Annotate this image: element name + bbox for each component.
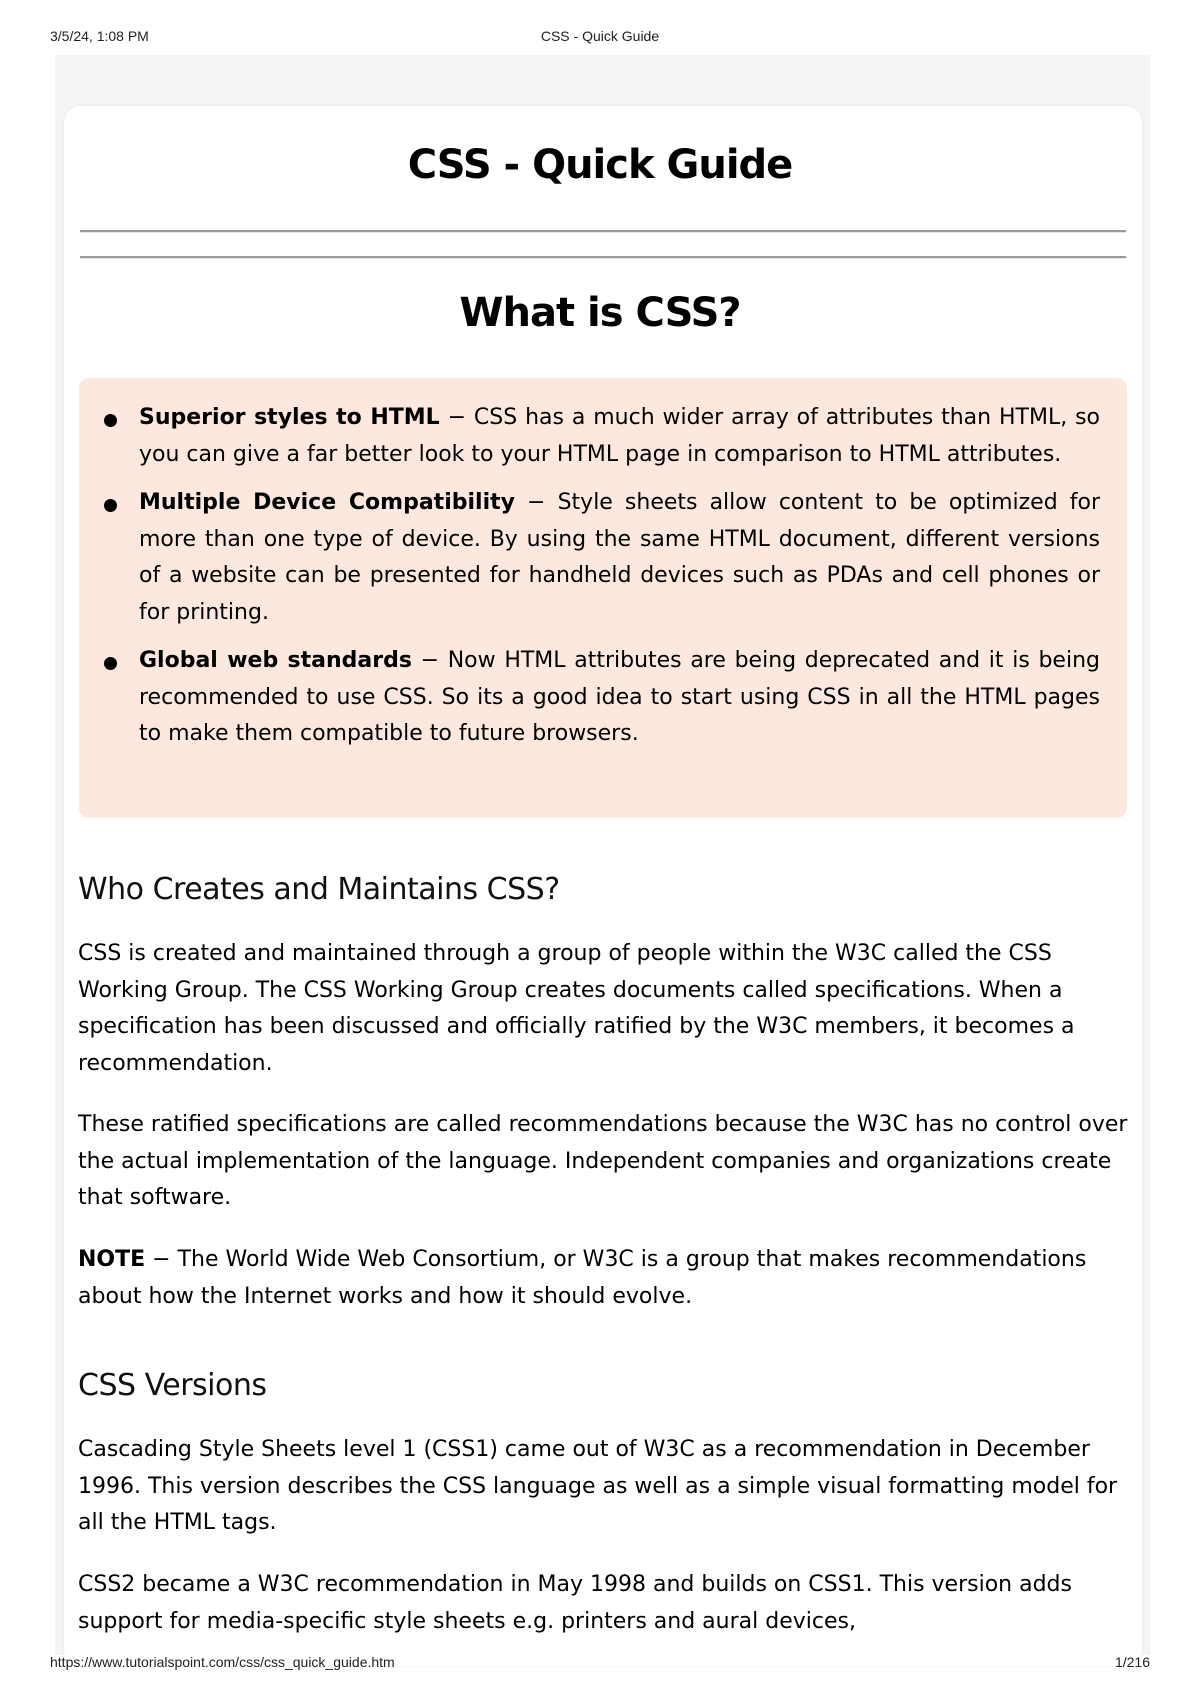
list-item-term: Superior styles to HTML	[139, 405, 440, 430]
list-item	[100, 400, 1100, 473]
versions-heading: CSS Versions	[78, 1368, 267, 1403]
list-item-text: − Style sheets allow content to be optimized for more than one type of device. By using the same HTML document, different versions of a website can be presented for handheld devices such as PDAs and cell phones or for printing.	[139, 490, 1100, 625]
who-heading: Who Creates and Maintains CSS?	[78, 872, 560, 907]
versions-paragraph-1: Cascading Style Sheets level 1 (CSS1) came out of W3C as a recommendation in December 1996. This version describes the CSS language as well as a simple visual formatting model for all the HTML tags.	[78, 1437, 1118, 1535]
versions-paragraph-2: CSS2 became a W3C recommendation in May 1998 and builds on CSS1. This version adds support for media-specific style sheets e.g. printers and aural devices,	[78, 1572, 1072, 1634]
print-header-title: CSS - Quick Guide	[540, 28, 660, 44]
print-footer-url: https://www.tutorialspoint.com/css/css_quick_guide.htm	[50, 1654, 395, 1670]
print-header-datetime: 3/5/24, 1:08 PM	[50, 28, 149, 44]
list-item	[100, 485, 1100, 631]
who-paragraph-2: These ratified specifications are called recommendations because the W3C has no control over the actual implementation of the language. Independent companies and organizations create that software.	[78, 1112, 1128, 1210]
divider-top	[80, 230, 1126, 233]
divider-bottom	[80, 256, 1126, 259]
list-item-text: − CSS has a much wider array of attributes than HTML, so you can give a far better look to your HTML page in comparison to HTML attributes.	[139, 405, 1101, 467]
note-paragraph	[78, 1242, 1133, 1315]
bullet-icon	[104, 499, 117, 512]
who-paragraph-1: CSS is created and maintained through a group of people within the W3C called the CSS Working Group. The CSS Working Group creates documents called specifications. When a specification has been discussed and officially ratified by the W3C members, it becomes a recommendation.	[78, 941, 1075, 1076]
print-footer-page-number: 1/216	[1114, 1654, 1150, 1670]
bullet-icon	[104, 414, 117, 427]
note-text: − The World Wide Web Consortium, or W3C is a group that makes recommendations about how the Internet works and how it should evolve.	[78, 1247, 1087, 1309]
bullet-icon	[104, 657, 117, 670]
section-title: What is CSS?	[459, 290, 741, 336]
list-item-term: Global web standards	[139, 648, 412, 673]
list-item-text: − Now HTML attributes are being deprecated and it is being recommended to use CSS. So its a good idea to start using CSS in all the HTML pages to make them compatible to future browsers.	[139, 648, 1100, 746]
list-item	[100, 643, 1100, 753]
note-label: NOTE	[78, 1247, 146, 1272]
feature-list	[100, 400, 1100, 765]
page-title: CSS - Quick Guide	[407, 142, 793, 188]
list-item-term: Multiple Device Compatibility	[139, 490, 515, 515]
